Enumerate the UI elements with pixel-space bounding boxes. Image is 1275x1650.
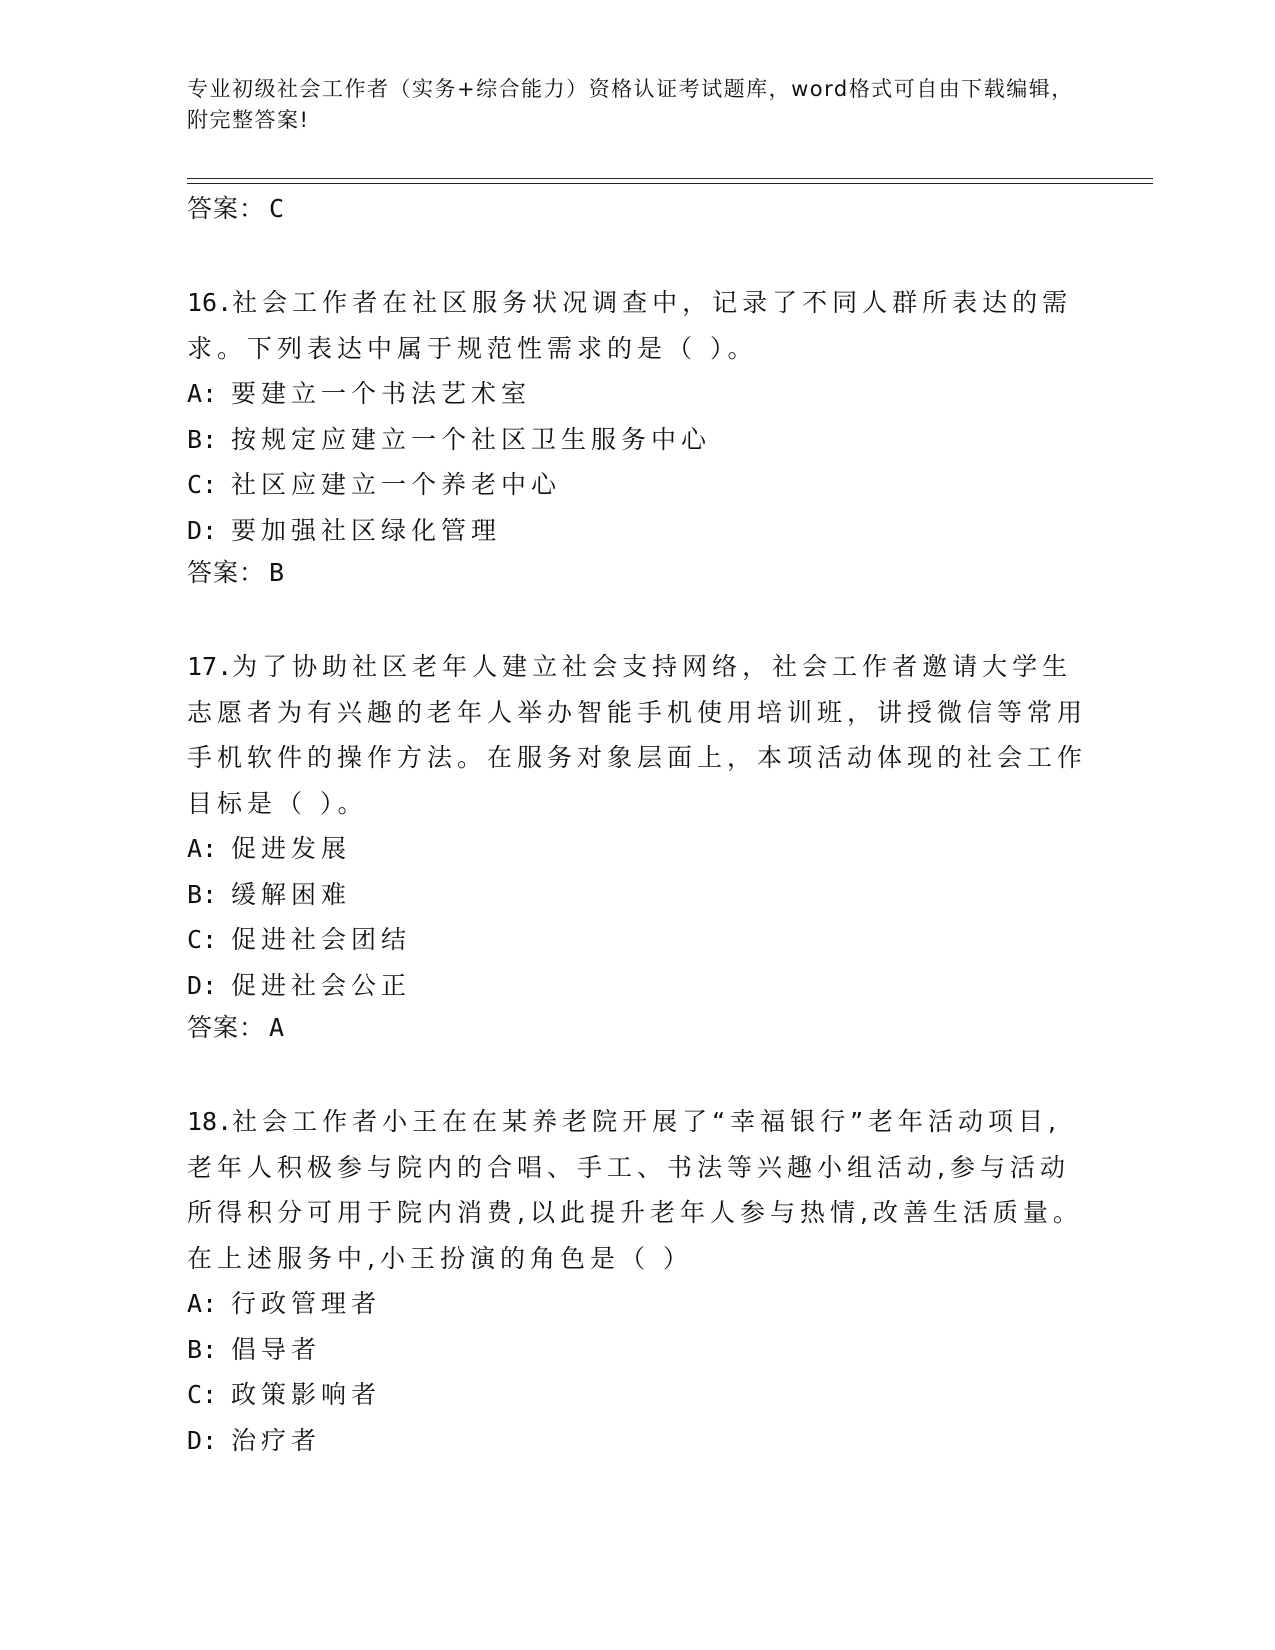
question-content [187, 189, 1087, 1463]
option-key: D: [187, 970, 218, 1000]
option-text: 要加强社区绿化管理 [231, 515, 502, 545]
question-block-18 [187, 1099, 1087, 1463]
option-key: A: [187, 834, 218, 863]
option-a [187, 371, 1087, 417]
option-text: 倡导者 [231, 1334, 322, 1364]
question-number: 18. [187, 1107, 233, 1136]
option-d [187, 1418, 1087, 1464]
option-key: B: [187, 1334, 218, 1364]
option-key: D: [187, 1425, 218, 1455]
answer-label: 答案： [187, 1013, 266, 1042]
option-a [187, 1281, 1087, 1327]
option-text: 行政管理者 [231, 1289, 382, 1318]
option-text: 促进社会公正 [231, 970, 412, 1000]
option-key: B: [187, 879, 218, 909]
question-body: 为了协助社区老年人建立社会支持网络，社会工作者邀请大学生志愿者为有兴趣的老年人举办智能手机使用培训班，讲授微信等常用手机软件的操作方法。在服务对象层面上，本项活动体现的社会工作目标是（ ）。 [187, 652, 1088, 818]
option-c [187, 917, 1087, 963]
option-b [187, 417, 1087, 463]
question-text [187, 1099, 1087, 1281]
option-b [187, 872, 1087, 918]
answer-line [187, 189, 1087, 234]
question-block-17 [187, 644, 1087, 1053]
option-text: 社区应建立一个养老中心 [231, 470, 562, 499]
question-body: 社会工作者小王在在某养老院开展了“幸福银行”老年活动项目,老年人积极参与院内的合唱、手工、书法等兴趣小组活动,参与活动所得积分可用于院内消费,以此提升老年人参与热情,改善生活质量。在上述服务中,小王扮演的角色是（ ） [187, 1107, 1083, 1273]
option-text: 政策影响者 [231, 1380, 382, 1409]
option-c [187, 462, 1087, 508]
answer-value: B [269, 558, 286, 587]
option-key: A: [187, 1289, 218, 1318]
option-text: 治疗者 [231, 1425, 322, 1455]
option-c [187, 1372, 1087, 1418]
option-b [187, 1327, 1087, 1373]
answer-value: C [269, 194, 286, 223]
answer-line [187, 1008, 1087, 1053]
option-key: C: [187, 1380, 218, 1409]
option-key: C: [187, 470, 218, 499]
option-text: 促进社会团结 [231, 925, 412, 954]
header-rule-bottom [187, 183, 1153, 184]
option-d [187, 963, 1087, 1009]
option-key: C: [187, 925, 218, 954]
option-key: A: [187, 379, 218, 408]
question-number: 17. [187, 652, 233, 681]
option-text: 缓解困难 [231, 879, 352, 909]
answer-label: 答案： [187, 194, 266, 223]
question-text [187, 280, 1087, 371]
page-header: 专业初级社会工作者（实务+综合能力）资格认证考试题库，word格式可自由下载编辑，附完整答案! [187, 77, 1074, 132]
header-rule-top [187, 178, 1153, 179]
question-block-16 [187, 280, 1087, 598]
option-d [187, 508, 1087, 554]
question-body: 社会工作者在社区服务状况调查中，记录了不同人群所表达的需求。下列表达中属于规范性需求的是（ ）。 [187, 288, 1073, 363]
question-text [187, 644, 1087, 826]
question-number: 16. [187, 288, 233, 317]
option-a [187, 826, 1087, 872]
answer-label: 答案： [187, 558, 266, 587]
option-key: B: [187, 424, 218, 454]
option-text: 按规定应建立一个社区卫生服务中心 [231, 424, 712, 454]
answer-line [187, 553, 1087, 598]
option-text: 要建立一个书法艺术室 [231, 379, 532, 408]
answer-value: A [269, 1013, 286, 1042]
option-key: D: [187, 515, 218, 545]
option-text: 促进发展 [231, 834, 352, 863]
